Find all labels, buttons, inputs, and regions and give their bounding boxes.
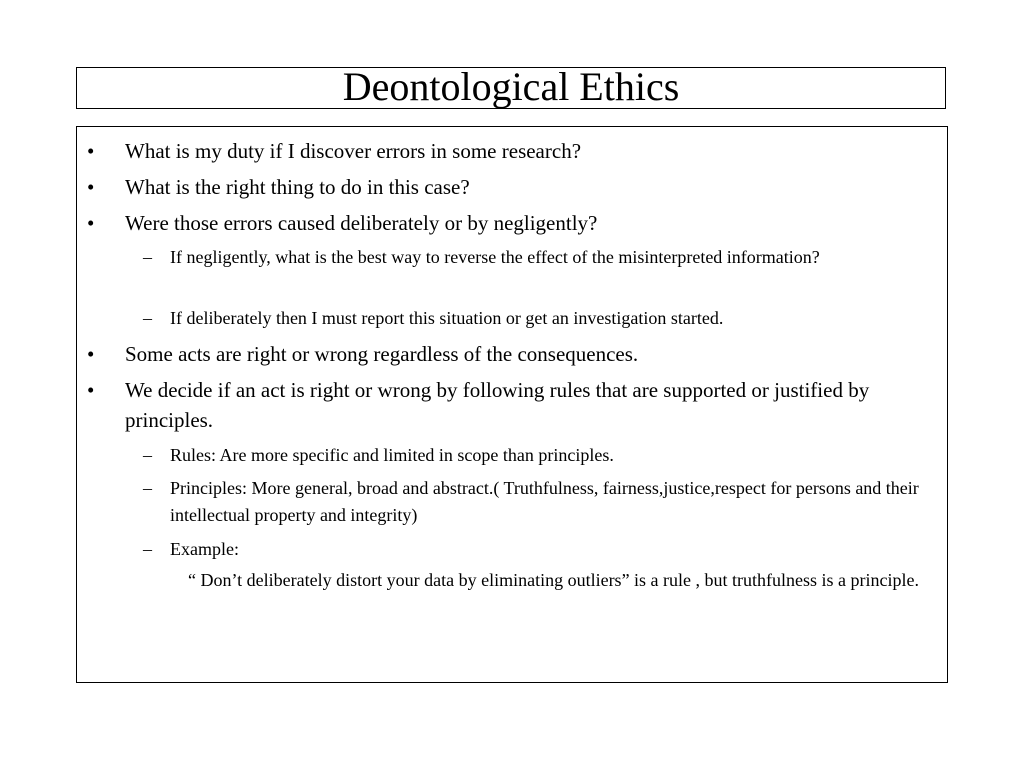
bullet-marker: • [87,175,95,199]
bullet-text: What is the right thing to do in this case? [125,175,470,199]
bullet-item [87,208,925,238]
dash-marker: – [143,247,152,267]
dash-marker: – [143,445,152,465]
slide-title: Deontological Ethics [342,64,680,109]
dash-marker: – [143,478,152,498]
sub-bullet-item [143,442,935,469]
sub-bullet-item [143,305,935,332]
sub-bullet-text: Rules: Are more specific and limited in scope than principles. [170,445,614,465]
sub-bullet-item [143,475,935,529]
bullet-item [87,172,925,202]
bullet-text: Were those errors caused deliberately or by negligently? [125,211,598,235]
bullet-text: We decide if an act is right or wrong by following rules that are supported or justified by principles. [125,378,870,432]
bullet-text: Some acts are right or wrong regardless of the consequences. [125,342,639,366]
dash-marker: – [143,308,152,328]
slide-title-box [76,64,946,109]
sub-bullet-item [143,244,935,271]
bullet-item [87,339,925,369]
dash-marker: – [143,539,152,559]
bullet-marker: • [87,139,95,163]
sub-bullet-text: Principles: More general, broad and abstract.( Truthfulness, fairness,justice,respect for persons and their intellectual property and integrity) [170,478,919,525]
sub-bullet-text: If deliberately then I must report this situation or get an investigation started. [170,308,724,328]
bullet-item [87,375,925,435]
slide-content-box [76,126,948,683]
sub-bullet-item [143,536,935,563]
sub-bullet-text: If negligently, what is the best way to reverse the effect of the misinterpreted information? [170,247,820,267]
bullet-marker: • [87,378,95,402]
bullet-marker: • [87,342,95,366]
bullet-item [87,136,925,166]
bullet-text: What is my duty if I discover errors in some research? [125,139,582,163]
example-quote: “ Don’t deliberately distort your data by eliminating outliers” is a rule , but truthfulness is a principle. [188,570,919,590]
bullet-marker: • [87,211,95,235]
sub-bullet-text: Example: [170,539,239,559]
